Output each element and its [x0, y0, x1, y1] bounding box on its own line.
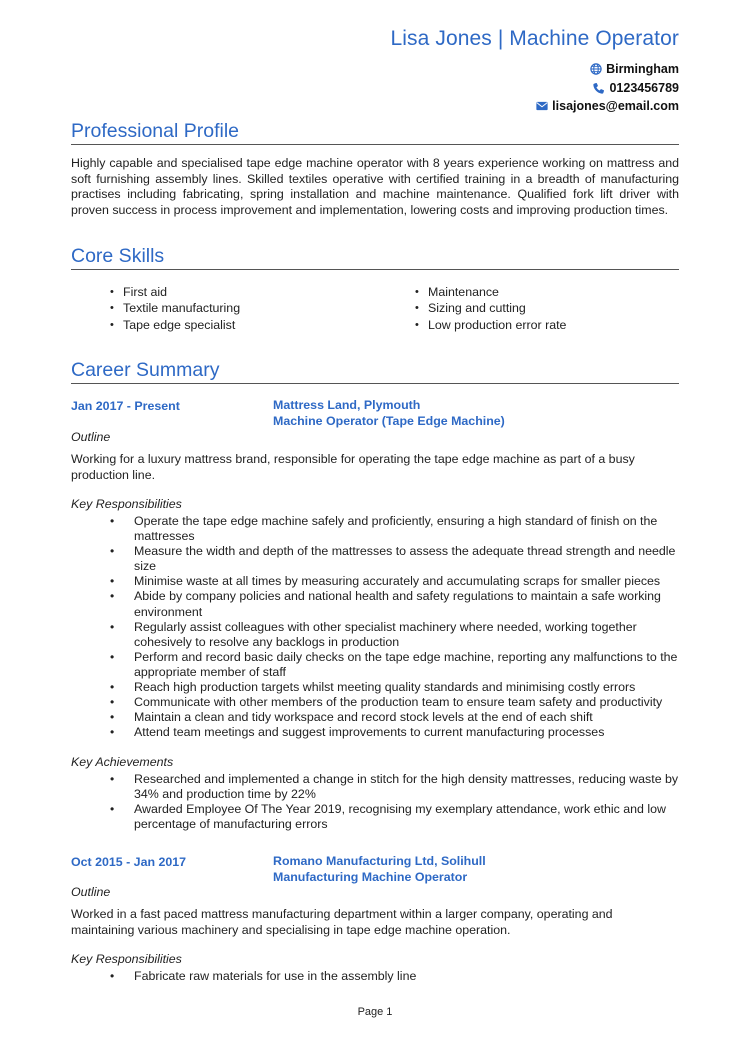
list-item: • Reach high production targets whilst meeting quality standards and minimising costly errors: [110, 680, 682, 695]
achievements-label: Key Achievements: [71, 755, 174, 769]
list-item: • Measure the width and depth of the mattresses to assess the adequate thread strength and needle size: [110, 544, 682, 574]
responsibilities-label: Key Responsibilities: [71, 952, 182, 966]
phone-icon: [593, 82, 605, 94]
profile-heading: Professional Profile: [71, 119, 679, 145]
list-item: • Communicate with other members of the production team to ensure team safety and productivity: [110, 695, 682, 710]
skill-item: • Textile manufacturing: [110, 301, 415, 316]
list-item: • Minimise waste at all times by measuring accurately and accumulating scraps for smaller pieces: [110, 574, 682, 589]
job-company-block: [273, 398, 505, 429]
skill-item: • Sizing and cutting: [415, 301, 670, 316]
contact-location: [590, 62, 679, 76]
globe-icon: [590, 63, 602, 75]
profile-text: Highly capable and specialised tape edge machine operator with 8 years experience working on mattress and soft furnishing assembly lines. Skilled textiles operative with certified training in a breadth of manufacturing practises including fabricating, spring installation and machine maintenance. Qualified fork lift driver with proven success in process improvement and implementation, lowering costs and improving production times.: [71, 156, 679, 217]
job-company-block: [273, 854, 486, 885]
list-item: • Researched and implemented a change in stitch for the high density mattresses, reducing waste by 34% and production time by 22%: [110, 772, 682, 802]
skill-item: • Maintenance: [415, 285, 670, 300]
achievements-list: [110, 772, 682, 832]
responsibilities-list: [110, 514, 682, 740]
list-item: • Maintain a clean and tidy workspace and record stock levels at the end of each shift: [110, 710, 682, 725]
responsibilities-label: Key Responsibilities: [71, 497, 182, 511]
location-text: Birmingham: [606, 62, 679, 76]
job-dates: Oct 2015 - Jan 2017: [71, 855, 187, 869]
outline-label: Outline: [71, 430, 111, 444]
career-heading: Career Summary: [71, 358, 679, 384]
skill-item: • Low production error rate: [415, 318, 670, 333]
name-title: Lisa Jones | Machine Operator: [390, 27, 679, 50]
job-outline: Working for a luxury mattress brand, responsible for operating the tape edge machine as part of a busy production line.: [71, 452, 635, 482]
skill-item: • First aid: [110, 285, 415, 300]
job-company: Romano Manufacturing Ltd, Solihull: [273, 854, 486, 868]
skill-item: • Tape edge specialist: [110, 318, 415, 333]
job-role: Machine Operator (Tape Edge Machine): [273, 413, 505, 428]
contact-email: [536, 99, 679, 113]
page-number: Page 1: [357, 1006, 393, 1018]
outline-label: Outline: [71, 885, 111, 899]
responsibilities-list: [110, 969, 682, 984]
phone-text[interactable]: 0123456789: [609, 81, 679, 95]
email-text[interactable]: lisajones@email.com: [552, 99, 679, 113]
job-dates: Jan 2017 - Present: [71, 399, 180, 413]
envelope-icon: [536, 100, 548, 112]
list-item: • Abide by company policies and national health and safety regulations to maintain a safe working environment: [110, 589, 682, 619]
contact-phone: [593, 81, 679, 95]
job-outline: Worked in a fast paced mattress manufacturing department within a larger company, operating and maintaining various machinery and specialising in tape edge machine operation.: [71, 907, 613, 937]
skills-list: [110, 285, 670, 333]
list-item: • Operate the tape edge machine safely and proficiently, ensuring a high standard of finish on the mattresses: [110, 514, 682, 544]
list-item: • Regularly assist colleagues with other specialist machinery where needed, working together cohesively to resolve any backlogs in production: [110, 620, 682, 650]
job-role: Manufacturing Machine Operator: [273, 869, 468, 884]
skills-heading: Core Skills: [71, 244, 679, 270]
list-item: • Fabricate raw materials for use in the assembly line: [110, 969, 682, 984]
list-item: • Perform and record basic daily checks on the tape edge machine, reporting any malfunctions to the appropriate member of staff: [110, 650, 682, 680]
list-item: • Awarded Employee Of The Year 2019, recognising my exemplary attendance, work ethic and low percentage of manufacturing errors: [110, 802, 682, 832]
list-item: • Attend team meetings and suggest improvements to current manufacturing processes: [110, 725, 682, 740]
job-company: Mattress Land, Plymouth: [273, 398, 421, 412]
